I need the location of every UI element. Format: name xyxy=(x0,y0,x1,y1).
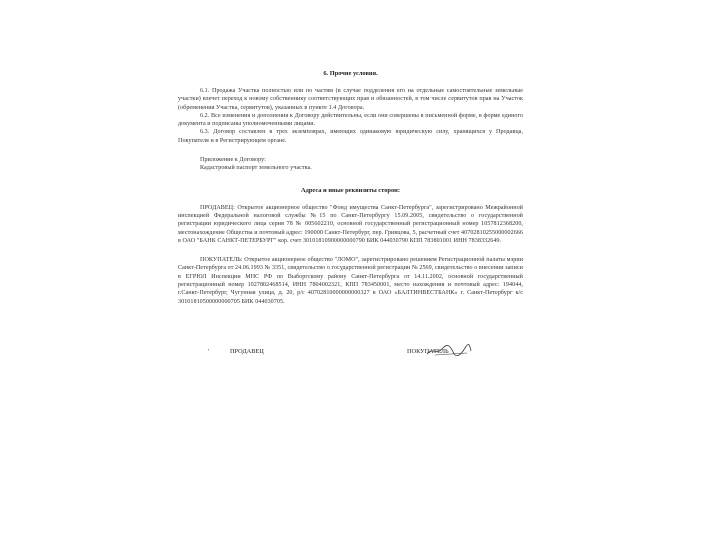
signature-mark: ' xyxy=(208,347,210,355)
appendix-label: Приложение к Договору: xyxy=(200,157,266,164)
buyer-signature-label: ПОКУПАТЕЛЬ xyxy=(407,347,449,355)
document-page xyxy=(178,70,523,490)
appendix-item: Кадастровый паспорт земельного участка. xyxy=(200,165,312,172)
clause-6-3: 6.3. Договор составлен в трех экземплярах, имеющих одинаковую юридическую силу, хранящихся у Продавца, Покупателя и в Регистрирующем органе. xyxy=(178,129,523,144)
handwritten-signature-icon xyxy=(425,343,473,357)
buyer-details: ПОКУПАТЕЛЬ: Открытое акционерное общество "ЛОМО", зарегистрировано решением Регистрационной палаты мэрии Санкт-Петербурга от 24.06.1993 № 3351, свидетельство о государственной регистрации № 2569, свидетельство о внесении записи в ЕГРЮЛ Инспекции МНС РФ по Выборгскому району Санкт-Петербурга от 14.11.2002, основной государственный регистрационный номер 1027802468514, ИНН 7804002321, КПП 783450001, место нахождения и почтовый адрес: 194044, г.Санкт-Петербург, Чугунная улица, д. 20, р/с 40702810000000000327 в ОАО «БАЛТИНВЕСТБАНК» г. Санкт-Петербург к/с 30101810500000000705 БИК 044030705. xyxy=(178,257,523,305)
spacer xyxy=(178,173,523,187)
clause-6-2: 6.2. Все изменения и дополнения к Договору действительны, если они совершены в письменной форме, в форме единого документа и подписаны уполномоченными лицами. xyxy=(178,112,523,128)
spacer xyxy=(178,145,523,156)
section-6-heading: 6. Прочие условия. xyxy=(323,70,378,77)
spacer xyxy=(178,245,523,256)
seller-signature-label: ПРОДАВЕЦ xyxy=(230,347,264,355)
details-heading: Адреса и иные реквизиты сторон: xyxy=(301,186,400,194)
clause-6-1: 6.1. Продажа Участка полностью или по частям (в случае подделения его на отдельные самостоятельные земельные участки) влечет переход к новому собственнику соответствующих прав и обязанностей, в том числе сервитутов прав на Участок (обременения Участка, сервитутов), указанных в пункте 1.4 Договора. xyxy=(178,88,523,111)
seller-details: ПРОДАВЕЦ: Открытое акционерное общество "Фонд имущества Санкт-Петербурга", зарегистрировано Межрайонной инспекцией Федеральной налоговой службы №15 по Санкт-Петербургу 15.09.2005, свидетельство о государственной регистрации юридического лица серия 78 № 005602210, основной государственный регистрационный номер 1057812368200, местонахождение Общества и почтовый адрес: 190000 Санкт-Петербург, пер. Гривцова, 5, расчетный счет 40702810255000002666 в ОАО "БАНК САНКТ-ПЕТЕРБУРГ" кор. счет 30101810900000000790 БИК 044030790 КПП 783801001 ИНН 7838332649. xyxy=(178,204,523,244)
signature-block xyxy=(178,348,523,362)
